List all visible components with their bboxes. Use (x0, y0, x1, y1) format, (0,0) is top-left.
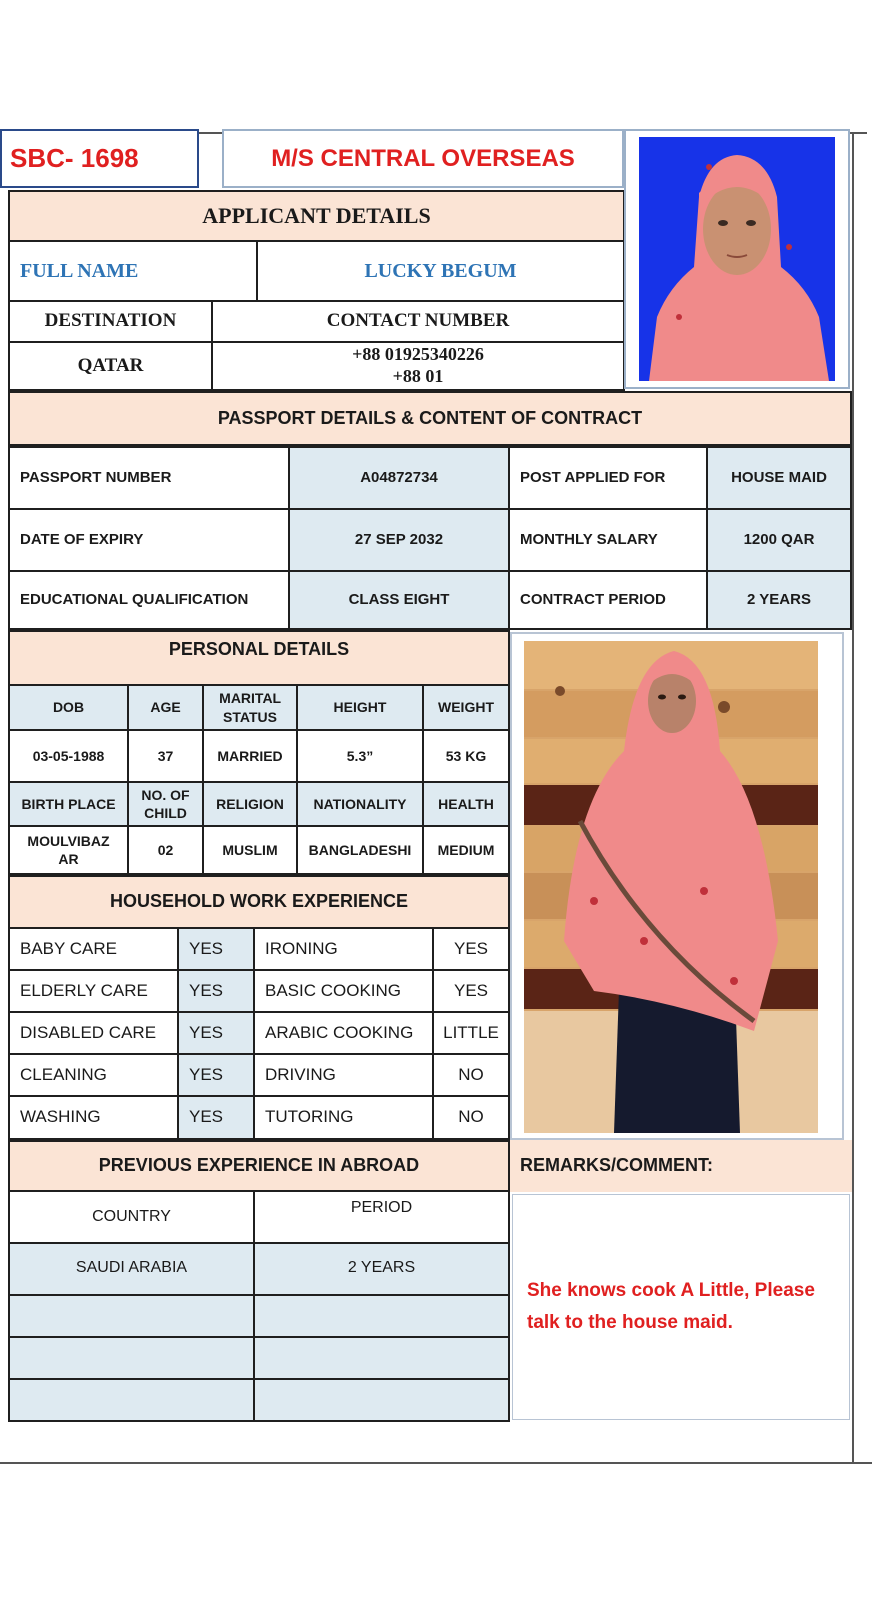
contact-number-1: +88 01925340226 (352, 344, 484, 365)
religion-label: RELIGION (202, 781, 298, 827)
health-value: MEDIUM (422, 825, 510, 875)
period-col-header: PERIOD (253, 1190, 510, 1244)
dob-value: 03-05-1988 (8, 729, 129, 783)
skill-label: DISABLED CARE (8, 1011, 179, 1055)
full-name-value: LUCKY BEGUM (256, 240, 625, 302)
skill-value: LITTLE (432, 1011, 510, 1055)
abroad-empty-cell (8, 1336, 255, 1380)
marital-status-value: MARRIED (202, 729, 298, 783)
children-value: 02 (127, 825, 204, 875)
height-label: HEIGHT (296, 684, 424, 731)
abroad-empty-cell (8, 1378, 255, 1422)
contact-number-2: +88 01 (392, 366, 444, 386)
height-value: 5.3” (296, 729, 424, 783)
abroad-empty-cell (253, 1378, 510, 1422)
skill-label: DRIVING (253, 1053, 434, 1097)
skill-value: YES (432, 927, 510, 971)
abroad-country: SAUDI ARABIA (8, 1242, 255, 1296)
agency-box (222, 129, 624, 188)
salary-label: MONTHLY SALARY (508, 508, 708, 572)
remarks-text: She knows cook A Little, Please talk to the house maid. (527, 1279, 815, 1333)
skill-value: YES (432, 969, 510, 1013)
abroad-empty-cell (253, 1294, 510, 1338)
country-col-header: COUNTRY (8, 1190, 255, 1244)
post-applied-value: HOUSE MAID (706, 446, 852, 510)
passport-number-label: PASSPORT NUMBER (8, 446, 290, 510)
frame-right-line (852, 134, 854, 1462)
portrait-image-icon (639, 137, 835, 381)
nationality-label: NATIONALITY (296, 781, 424, 827)
skill-label: CLEANING (8, 1053, 179, 1097)
skill-value: YES (177, 1095, 255, 1140)
skill-value: NO (432, 1095, 510, 1140)
agency-name: M/S CENTRAL OVERSEAS (271, 144, 575, 172)
dob-label: DOB (8, 684, 129, 731)
birth-place-label: BIRTH PLACE (8, 781, 129, 827)
abroad-section-header: PREVIOUS EXPERIENCE IN ABROAD (8, 1140, 510, 1192)
skill-label: ARABIC COOKING (253, 1011, 434, 1055)
destination-label: DESTINATION (8, 300, 213, 343)
skill-label: ELDERLY CARE (8, 969, 179, 1013)
applicant-section-header: APPLICANT DETAILS (8, 190, 625, 242)
weight-label: WEIGHT (422, 684, 510, 731)
skill-label: IRONING (253, 927, 434, 971)
passport-section-header: PASSPORT DETAILS & CONTENT OF CONTRACT (8, 391, 852, 446)
skill-value: YES (177, 1053, 255, 1097)
abroad-period: 2 YEARS (253, 1242, 510, 1296)
nationality-value: BANGLADESHI (296, 825, 424, 875)
age-label: AGE (127, 684, 204, 731)
contact-values (211, 341, 625, 391)
full-body-image-icon (524, 641, 818, 1133)
skill-value: YES (177, 927, 255, 971)
skill-label: TUTORING (253, 1095, 434, 1140)
contract-period-value: 2 YEARS (706, 570, 852, 630)
education-value: CLASS EIGHT (288, 570, 510, 630)
full-body-photo (524, 641, 818, 1133)
remarks-header: REMARKS/COMMENT: (510, 1140, 852, 1192)
religion-value: MUSLIM (202, 825, 298, 875)
passport-photo (639, 137, 835, 381)
skill-label: BASIC COOKING (253, 969, 434, 1013)
skill-value: NO (432, 1053, 510, 1097)
abroad-empty-cell (8, 1294, 255, 1338)
expiry-label: DATE OF EXPIRY (8, 508, 290, 572)
abroad-empty-cell (253, 1336, 510, 1380)
ref-code: SBC- 1698 (10, 142, 139, 173)
remarks-box (512, 1194, 850, 1420)
full-name-label: FULL NAME (8, 240, 258, 302)
skill-value: YES (177, 1011, 255, 1055)
contract-period-label: CONTRACT PERIOD (508, 570, 708, 630)
ref-code-box (0, 129, 199, 188)
education-label: EDUCATIONAL QUALIFICATION (8, 570, 290, 630)
skill-value: YES (177, 969, 255, 1013)
expiry-value: 27 SEP 2032 (288, 508, 510, 572)
post-applied-label: POST APPLIED FOR (508, 446, 708, 510)
destination-value: QATAR (8, 341, 213, 391)
salary-value: 1200 QAR (706, 508, 852, 572)
weight-value: 53 KG (422, 729, 510, 783)
health-label: HEALTH (422, 781, 510, 827)
household-section-header: HOUSEHOLD WORK EXPERIENCE (8, 875, 510, 929)
frame-bottom-line (0, 1462, 872, 1464)
personal-section-header: PERSONAL DETAILS (8, 630, 510, 686)
skill-label: BABY CARE (8, 927, 179, 971)
age-value: 37 (127, 729, 204, 783)
birth-place-value: MOULVIBAZ AR (8, 825, 129, 875)
marital-status-label: MARITAL STATUS (202, 684, 298, 731)
skill-label: WASHING (8, 1095, 179, 1140)
children-label: NO. OF CHILD (127, 781, 204, 827)
contact-label: CONTACT NUMBER (211, 300, 625, 343)
passport-number-value: A04872734 (288, 446, 510, 510)
